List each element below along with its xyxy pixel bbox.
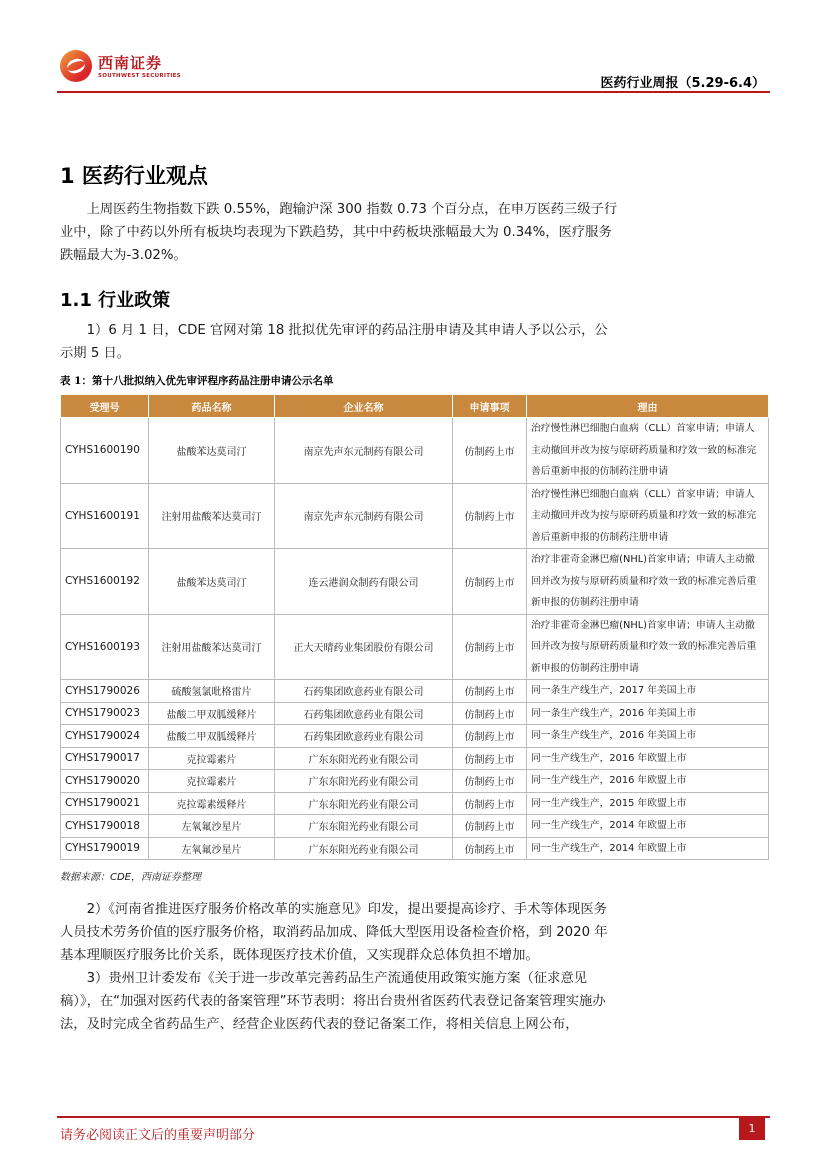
disclaimer-notice: 请务必阅读正文后的重要声明部分	[60, 1128, 256, 1143]
column-header: 受理号	[61, 395, 149, 418]
table-source-note: 数据来源：CDE，西南证券整理	[60, 872, 202, 883]
application-type: 仿制药上市	[453, 680, 527, 703]
drug-name: 盐酸苯达莫司汀	[149, 418, 275, 484]
policy-item-2: 2）《河南省推进医疗服务价格改革的实施意见》印发，提出要提高诊疗、手术等体现医务人员技术劳务价值的医疗服务价格，取消药品加成、降低大型医用设备检查价格，到 2020 年基本理顺医疗服务比价关系，既体现医疗技术价值，又实现群众总体负担不增加。	[60, 902, 608, 963]
reason: 同一条生产线生产，2017 年美国上市	[527, 680, 769, 703]
acceptance-number: CYHS1790024	[61, 725, 149, 748]
company-name: 南京先声东元制药有限公司	[275, 418, 453, 484]
table-row	[61, 792, 769, 815]
table-row	[61, 418, 769, 484]
application-type: 仿制药上市	[453, 418, 527, 484]
table-row	[61, 614, 769, 680]
acceptance-number: CYHS1600193	[61, 614, 149, 680]
reason: 同一生产线生产，2015 年欧盟上市	[527, 792, 769, 815]
reason: 同一生产线生产，2014 年欧盟上市	[527, 815, 769, 838]
drug-name: 注射用盐酸苯达莫司汀	[149, 483, 275, 549]
application-type: 仿制药上市	[453, 483, 527, 549]
column-header: 申请事项	[453, 395, 527, 418]
table-row	[61, 815, 769, 838]
acceptance-number: CYHS1790020	[61, 770, 149, 793]
footer-divider	[57, 1116, 770, 1118]
company-name: 石药集团欧意药业有限公司	[275, 680, 453, 703]
acceptance-number: CYHS1790017	[61, 747, 149, 770]
table-row	[61, 483, 769, 549]
table-caption: 表 1：第十八批拟纳入优先审评程序药品注册申请公示名单	[60, 375, 334, 387]
application-type: 仿制药上市	[453, 549, 527, 615]
application-type: 仿制药上市	[453, 792, 527, 815]
table-row	[61, 837, 769, 860]
acceptance-number: CYHS1790019	[61, 837, 149, 860]
section-heading-1-1: 1.1 行业政策	[60, 290, 171, 311]
acceptance-number: CYHS1790023	[61, 702, 149, 725]
drug-name: 盐酸苯达莫司汀	[149, 549, 275, 615]
table-row	[61, 725, 769, 748]
application-type: 仿制药上市	[453, 725, 527, 748]
table-row	[61, 680, 769, 703]
logo-english-name: SOUTHWEST SECURITIES	[98, 73, 181, 79]
reason: 同一条生产线生产，2016 年美国上市	[527, 702, 769, 725]
table-row	[61, 702, 769, 725]
page-number: 1	[739, 1118, 765, 1140]
reason: 同一生产线生产，2014 年欧盟上市	[527, 837, 769, 860]
reason: 同一条生产线生产，2016 年美国上市	[527, 725, 769, 748]
acceptance-number: CYHS1790026	[61, 680, 149, 703]
drug-name: 盐酸二甲双胍缓释片	[149, 702, 275, 725]
company-name: 南京先声东元制药有限公司	[275, 483, 453, 549]
reason: 同一生产线生产，2016 年欧盟上市	[527, 770, 769, 793]
company-name: 正大天晴药业集团股份有限公司	[275, 614, 453, 680]
company-logo	[60, 50, 180, 84]
acceptance-number: CYHS1600192	[61, 549, 149, 615]
drug-name: 左氧氟沙星片	[149, 815, 275, 838]
drug-name: 硫酸氢氯吡格雷片	[149, 680, 275, 703]
table-row	[61, 747, 769, 770]
acceptance-number: CYHS1600191	[61, 483, 149, 549]
reason: 治疗非霍奇金淋巴瘤(NHL)首家申请；申请人主动撤回并改为按与原研药质量和疗效一致的标准完善后重新申报的仿制药注册申请	[527, 614, 769, 680]
drug-name: 左氧氟沙星片	[149, 837, 275, 860]
report-title: 医药行业周报（5.29-6.4）	[600, 76, 765, 91]
company-name: 石药集团欧意药业有限公司	[275, 702, 453, 725]
company-name: 石药集团欧意药业有限公司	[275, 725, 453, 748]
application-type: 仿制药上市	[453, 702, 527, 725]
column-header: 药品名称	[149, 395, 275, 418]
policy-item-3: 3）贵州卫计委发布《关于进一步改革完善药品生产流通使用政策实施方案（征求意见稿）》，在“加强对医药代表的备案管理”环节表明：将出台贵州省医药代表登记备案管理实施办法，及时完成全省药品生产、经营企业医药代表的登记备案工作，将相关信息上网公布，	[60, 971, 606, 1032]
acceptance-number: CYHS1790021	[61, 792, 149, 815]
application-type: 仿制药上市	[453, 770, 527, 793]
reason: 治疗非霍奇金淋巴瘤(NHL)首家申请；申请人主动撤回并改为按与原研药质量和疗效一致的标准完善后重新申报的仿制药注册申请	[527, 549, 769, 615]
application-type: 仿制药上市	[453, 747, 527, 770]
company-name: 广东东阳光药业有限公司	[275, 837, 453, 860]
drug-name: 盐酸二甲双胍缓释片	[149, 725, 275, 748]
section-heading-1: 1 医药行业观点	[60, 164, 208, 188]
company-name: 广东东阳光药业有限公司	[275, 770, 453, 793]
company-name: 广东东阳光药业有限公司	[275, 792, 453, 815]
table-row	[61, 549, 769, 615]
application-type: 仿制药上市	[453, 614, 527, 680]
policy-item-1: 1）6 月 1 日，CDE 官网对第 18 批拟优先审评的药品注册申请及其申请人予以公示，公示期 5 日。	[60, 323, 608, 361]
logo-chinese-name: 西南证券	[98, 54, 163, 72]
table-header-row	[61, 395, 769, 418]
reason: 治疗慢性淋巴细胞白血病（CLL）首家申请；申请人主动撤回并改为按与原研药质量和疗效一致的标准完善后重新申报的仿制药注册申请	[527, 483, 769, 549]
column-header: 理由	[527, 395, 769, 418]
drug-name: 克拉霉素缓释片	[149, 792, 275, 815]
acceptance-number: CYHS1600190	[61, 418, 149, 484]
logo-emblem-icon	[60, 50, 92, 82]
application-type: 仿制药上市	[453, 815, 527, 838]
column-header: 企业名称	[275, 395, 453, 418]
registration-table	[60, 394, 769, 860]
application-type: 仿制药上市	[453, 837, 527, 860]
company-name: 广东东阳光药业有限公司	[275, 747, 453, 770]
drug-name: 注射用盐酸苯达莫司汀	[149, 614, 275, 680]
summary-paragraph: 上周医药生物指数下跌 0.55%，跑输沪深 300 指数 0.73 个百分点，在申万医药三级子行业中，除了中药以外所有板块均表现为下跌趋势，其中中药板块涨幅最大为 0.34%，医疗服务跌幅最大为-3.02%。	[60, 202, 618, 263]
drug-name: 克拉霉素片	[149, 747, 275, 770]
reason: 治疗慢性淋巴细胞白血病（CLL）首家申请；申请人主动撤回并改为按与原研药质量和疗效一致的标准完善后重新申报的仿制药注册申请	[527, 418, 769, 484]
table-row	[61, 770, 769, 793]
header-divider	[57, 91, 770, 93]
company-name: 广东东阳光药业有限公司	[275, 815, 453, 838]
company-name: 连云港润众制药有限公司	[275, 549, 453, 615]
reason: 同一生产线生产，2016 年欧盟上市	[527, 747, 769, 770]
drug-name: 克拉霉素片	[149, 770, 275, 793]
acceptance-number: CYHS1790018	[61, 815, 149, 838]
